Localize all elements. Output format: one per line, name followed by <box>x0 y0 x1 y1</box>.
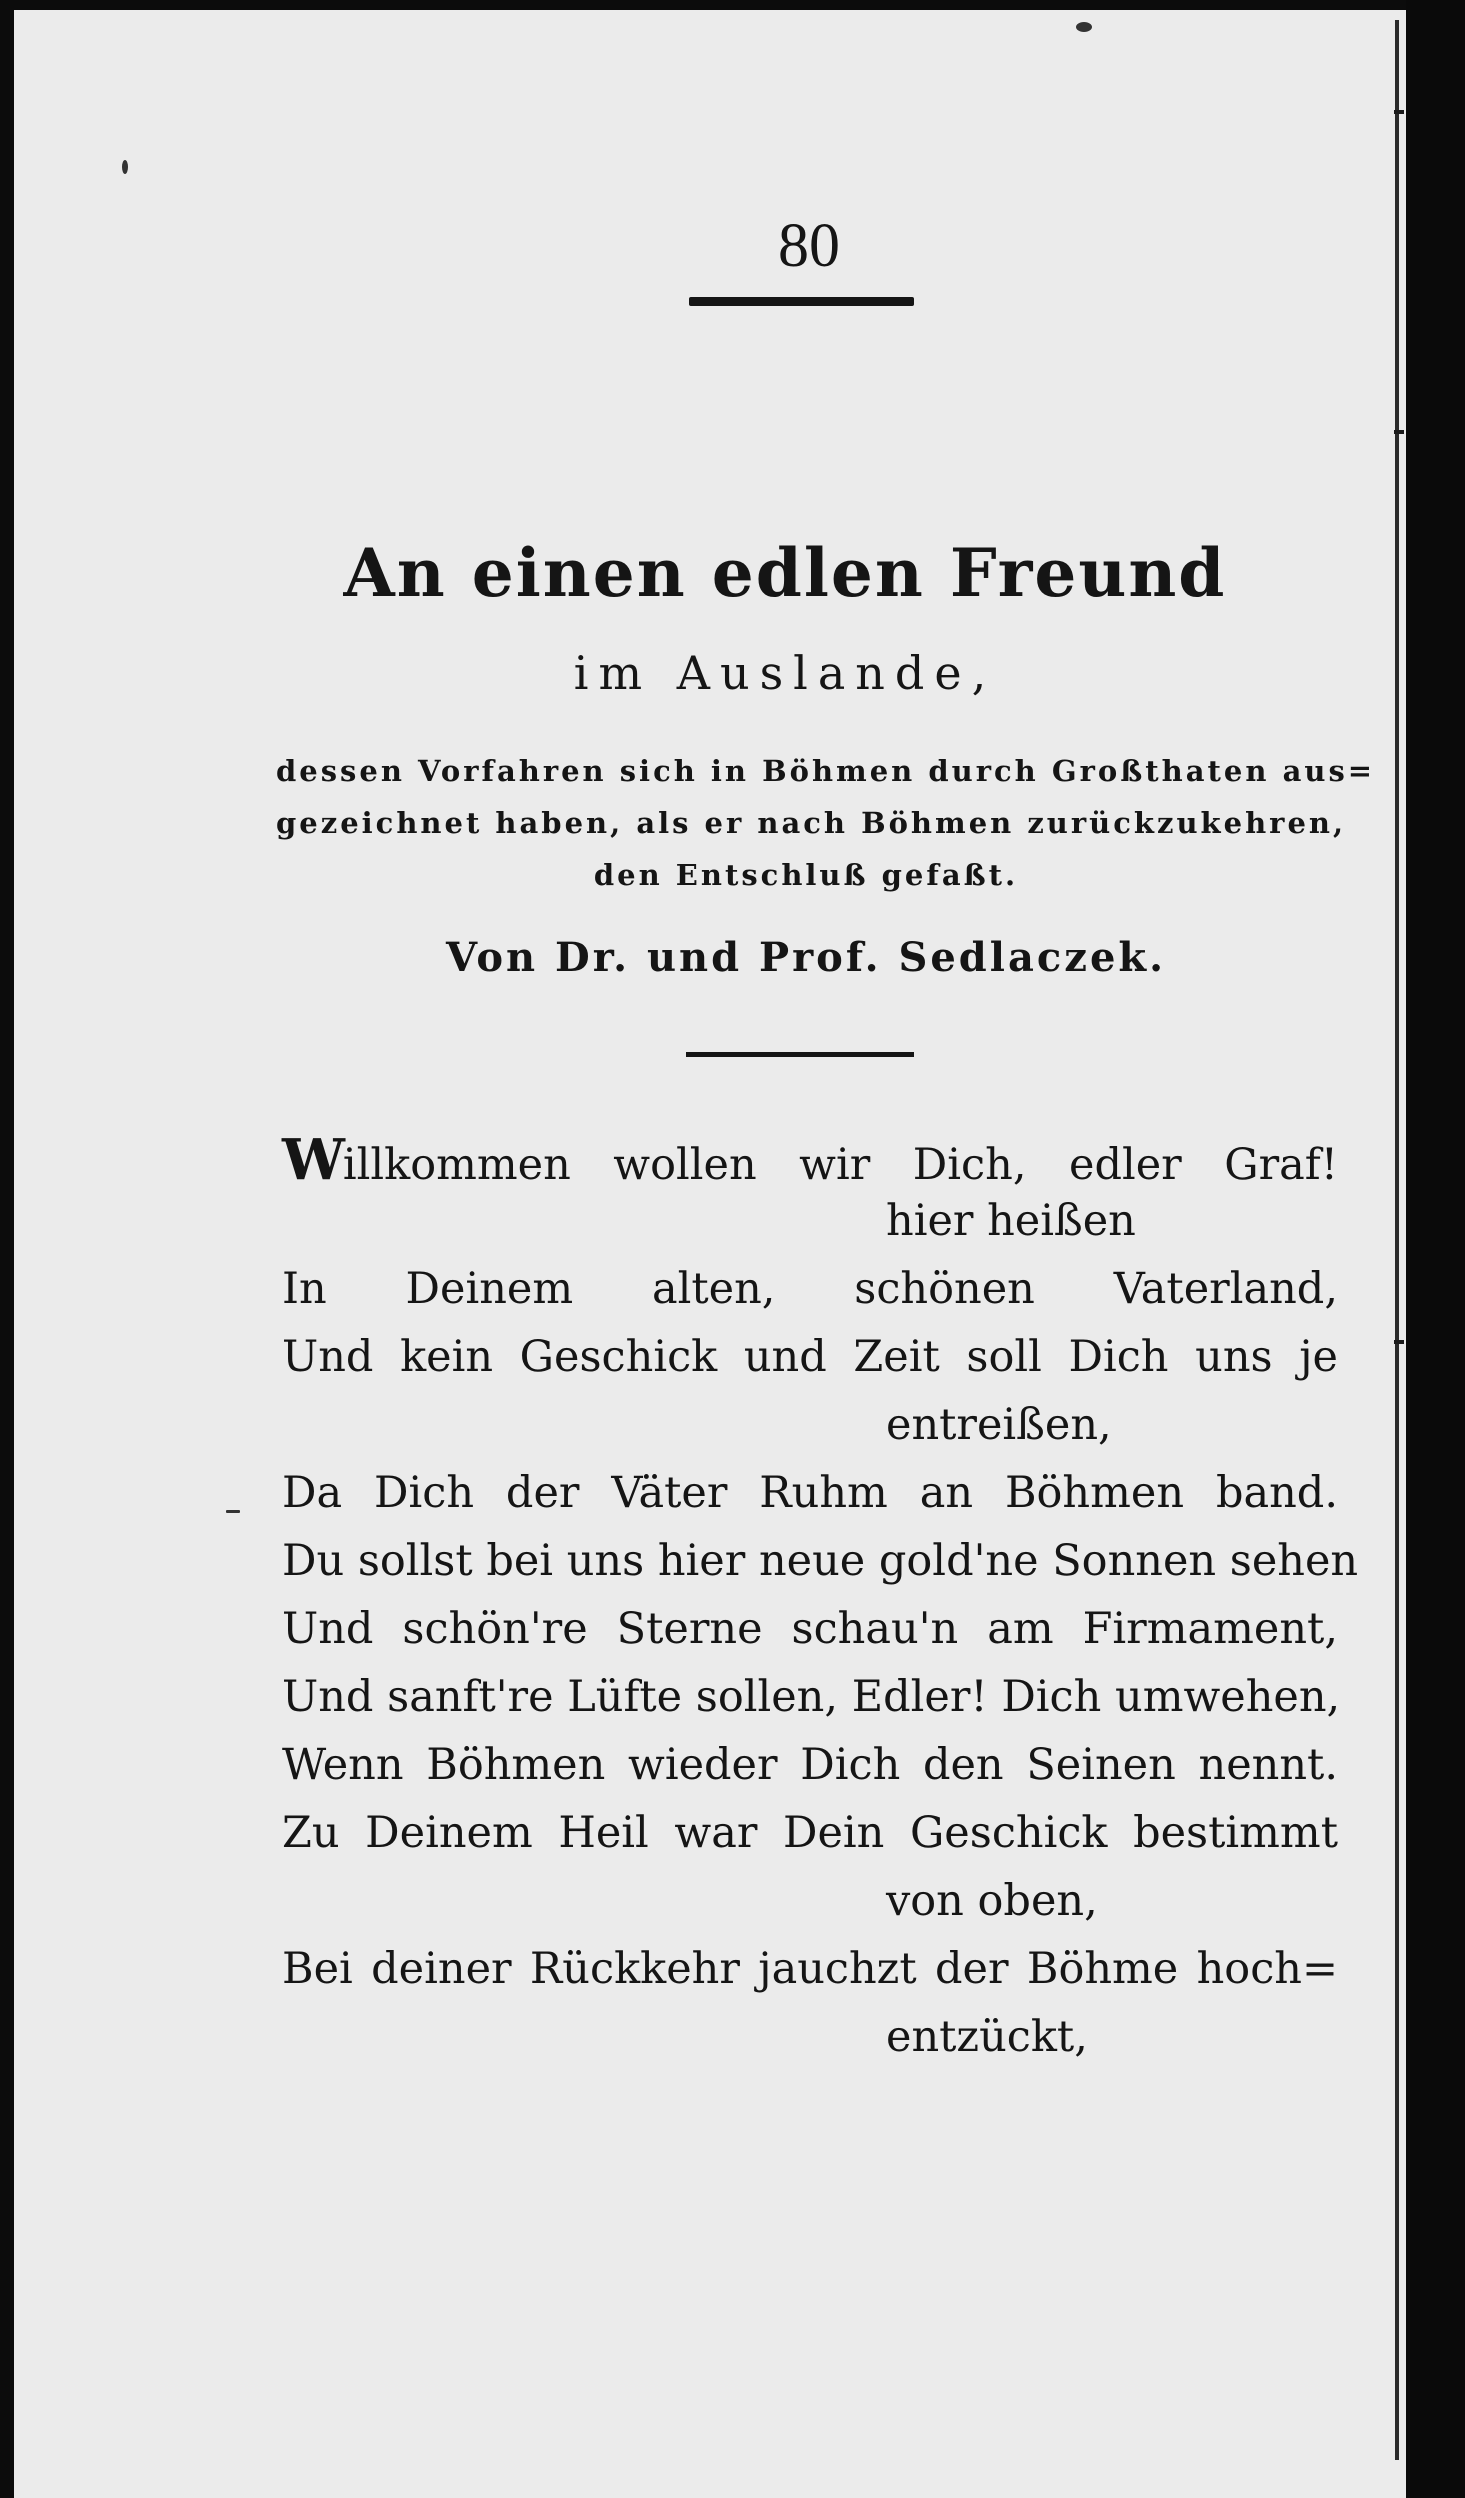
dedication-line-1: dessen Vorfahren sich in Böhmen durch Großthaten aus= <box>276 754 1376 788</box>
poem-line-10: Bei deiner Rückkehr jauchzt der Böhme hoch= <box>282 1944 1338 1994</box>
dedication-line-2: gezeichnet haben, als er nach Böhmen zurückzukehren, <box>276 806 1347 840</box>
scan-border-right <box>1406 0 1465 2498</box>
poem-line-1-continuation: hier heißen <box>886 1196 1136 1246</box>
page-number: 80 <box>778 212 840 280</box>
page-edge-line <box>1395 20 1399 2460</box>
drop-cap: W <box>282 1127 343 1193</box>
poem-line-9: Zu Deinem Heil war Dein Geschick bestimmt <box>282 1808 1338 1858</box>
poem-line-3: Und kein Geschick und Zeit soll Dich uns je <box>282 1332 1338 1382</box>
paper-sheet <box>14 10 1406 2498</box>
edge-mark <box>1394 110 1404 114</box>
dedication-line-3: den Entschluß gefaßt. <box>593 858 1019 892</box>
poem-subtitle: im Auslande, <box>573 646 997 700</box>
section-divider <box>686 1052 914 1057</box>
poem-line-8: Wenn Böhmen wieder Dich den Seinen nennt. <box>282 1740 1338 1790</box>
edge-mark <box>1394 1340 1404 1344</box>
poem-title: An einen edlen Freund <box>343 534 1227 612</box>
poem-line-1-text: illkommen wollen wir Dich, edler Graf! <box>342 1140 1338 1190</box>
page-number-rule <box>689 297 914 306</box>
poem-line-2: In Deinem alten, schönen Vaterland, <box>282 1264 1338 1314</box>
ink-speck <box>226 1510 240 1513</box>
poem-line-4: Da Dich der Väter Ruhm an Böhmen band. <box>282 1468 1338 1518</box>
poem-line-5: Du sollst bei uns hier neue gold'ne Sonnen sehen <box>282 1536 1359 1586</box>
poem-line-6: Und schön're Sterne schau'n am Firmament, <box>282 1604 1338 1654</box>
edge-mark <box>1394 430 1404 434</box>
poem-line-10-continuation: entzückt, <box>886 2012 1088 2062</box>
poem-line-1 <box>282 1127 1338 1193</box>
poem-line-3-continuation: entreißen, <box>886 1400 1112 1450</box>
poem-line-7: Und sanft're Lüfte sollen, Edler! Dich umwehen, <box>282 1672 1341 1722</box>
author-byline: Von Dr. und Prof. Sedlaczek. <box>445 934 1167 981</box>
ink-speck <box>1076 22 1092 32</box>
ink-speck <box>122 160 128 174</box>
dedication <box>276 745 1376 901</box>
poem-line-9-continuation: von oben, <box>886 1876 1098 1926</box>
